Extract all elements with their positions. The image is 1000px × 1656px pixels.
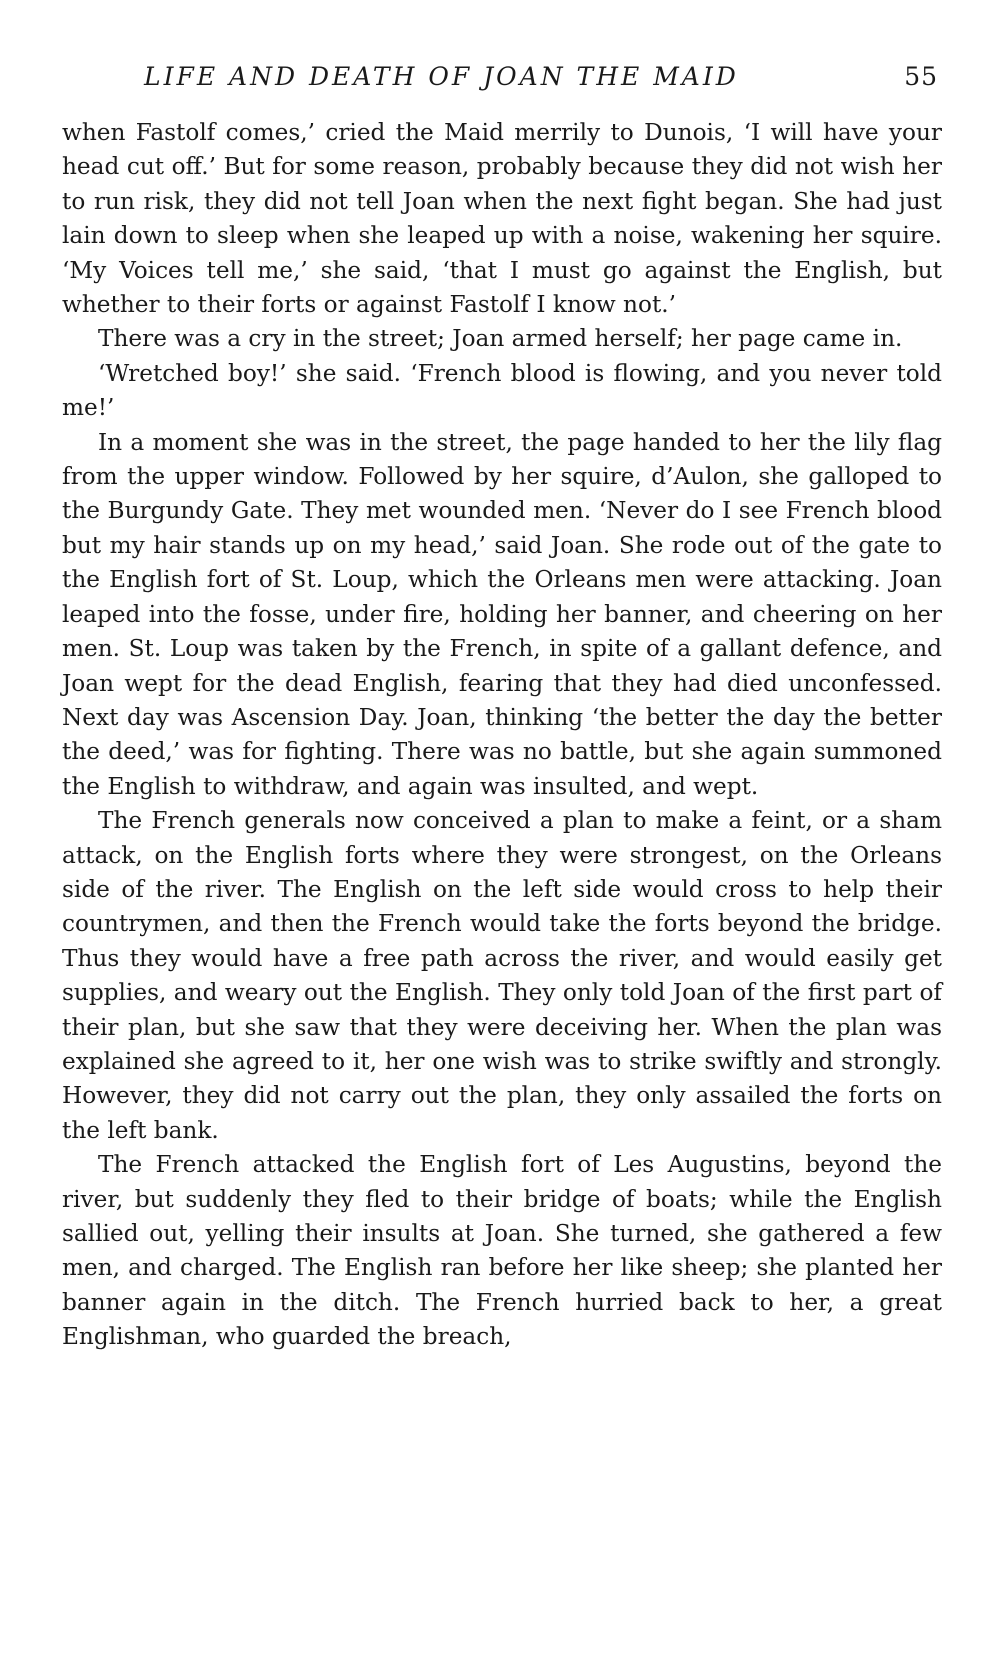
- paragraph-3: ‘Wretched boy!’ she said. ‘French blood is flowing, and you never told me!’: [62, 359, 942, 422]
- running-title: LIFE AND DEATH OF JOAN THE MAID: [144, 62, 739, 91]
- paragraph-5: The French generals now conceived a plan to make a feint, or a sham attack, on the English forts where they were strongest, on the Orleans side of the river. The English on the left side would cross to help their countrymen, and then the French would take the forts beyond the bridge. Thus they would have a free path across the river, and would easily get supplies, and weary out the English. They only told Joan of the first part of their plan, but she saw that they were deceiving her. When the plan was explained she agreed to it, her one wish was to strike swiftly and strongly. However, they did not carry out the plan, they only assailed the forts on the left bank.: [62, 807, 942, 1144]
- running-head: [62, 58, 942, 106]
- paragraph-6: The French attacked the English fort of Les Augustins, beyond the river, but suddenly they fled to their bridge of boats; while the English sallied out, yelling their insults at Joan. She turned, she gathered a few men, and charged. The English ran before her like sheep; she planted her banner again in the ditch. The French hurried back to her, a great Englishman, who guarded the breach,: [62, 1151, 942, 1351]
- paragraph-4: In a moment she was in the street, the page handed to her the lily flag from the upper window. Followed by her squire, d’Aulon, she galloped to the Burgundy Gate. They met wounded men. ‘Never do I see French blood but my hair stands up on my head,’ said Joan. She rode out of the gate to the English fort of St. Loup, which the Orleans men were attacking. Joan leaped into the fosse, under fire, holding her banner, and cheering on her men. St. Loup was taken by the French, in spite of a gallant defence, and Joan wept for the dead English, fearing that they had died unconfessed. Next day was Ascension Day. Joan, thinking ‘the better the day the better the deed,’ was for fighting. There was no battle, but she again summoned the English to withdraw, and again was insulted, and wept.: [62, 428, 942, 800]
- paragraph-2: There was a cry in the street; Joan armed herself; her page came in.: [98, 325, 903, 353]
- page-number: 55: [904, 62, 938, 91]
- paragraph-1: when Fastolf comes,’ cried the Maid merrily to Dunois, ‘I will have your head cut off.’ But for some reason, probably because they did not wish her to run risk, they did not tell Joan when the next fight began. She had just lain down to sleep when she leaped up with a noise, wakening her squire. ‘My Voices tell me,’ she said, ‘that I must go against the English, but whether to their forts or against Fastolf I know not.’: [62, 119, 942, 319]
- book-page: [62, 58, 942, 1355]
- body-text: [62, 116, 942, 1355]
